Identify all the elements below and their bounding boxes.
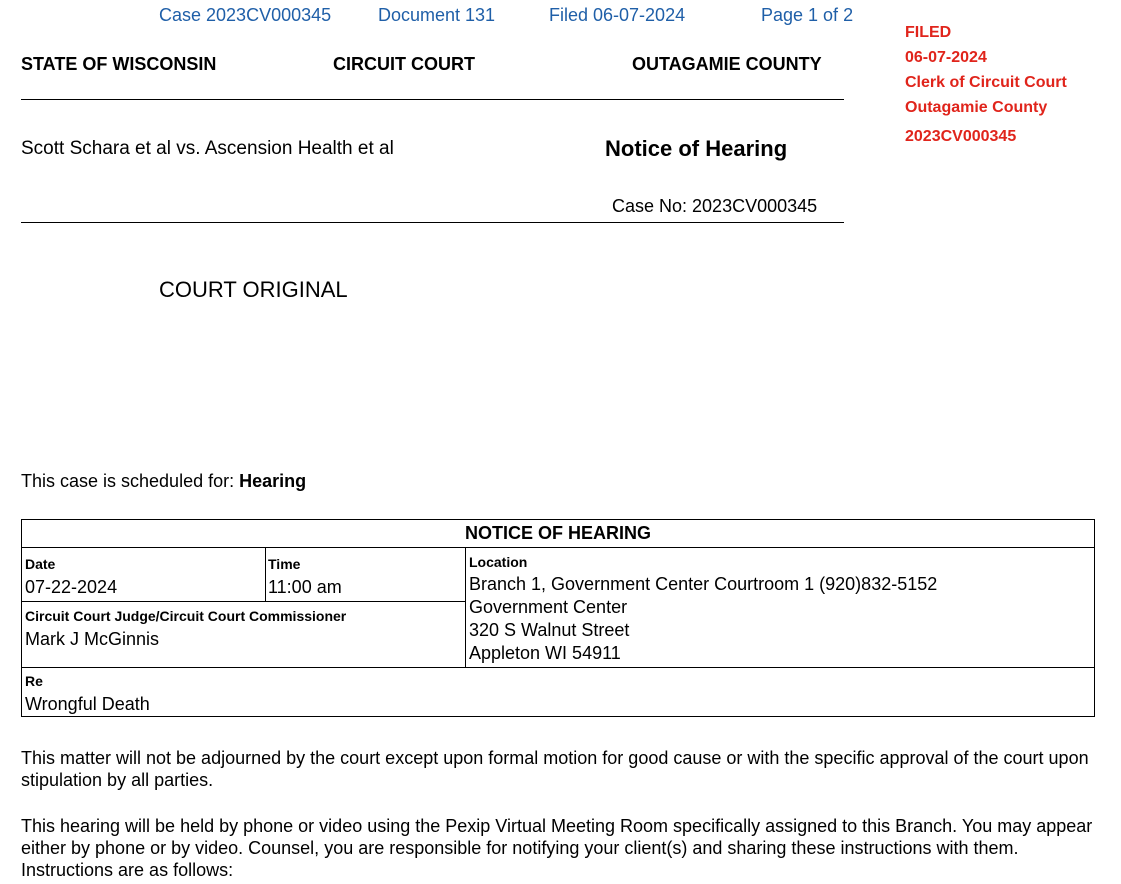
notice-of-hearing-table [21,519,1095,717]
scheduled-prefix: This case is scheduled for: [21,471,240,491]
header-page-number: Page 1 of 2 [761,5,854,25]
stamp-case: 2023CV000345 [905,128,1017,145]
judge-label: Circuit Court Judge/Circuit Court Commissioner [25,608,347,624]
case-number: Case No: 2023CV000345 [612,196,818,216]
col-divider-time [265,547,266,601]
location-line-1: Branch 1, Government Center Courtroom 1 (920)832-5152 [469,574,938,594]
document-title: Notice of Hearing [605,136,788,161]
stamp-clerk: Clerk of Circuit Court [905,74,1067,91]
caption-state: STATE OF WISCONSIN [21,54,217,74]
location-label: Location [469,554,528,570]
date-value: 07-22-2024 [25,577,118,597]
court-original-label: COURT ORIGINAL [159,277,348,302]
stamp-county: Outagamie County [905,99,1048,116]
location-line-2: Government Center [469,597,628,617]
caption-divider-top [21,99,844,100]
row-divider-judge [22,601,465,602]
scheduled-type: Hearing [239,471,307,491]
judge-value: Mark J McGinnis [25,629,160,649]
caption-court: CIRCUIT COURT [333,54,475,74]
location-line-4: Appleton WI 54911 [469,643,621,663]
caption-county: OUTAGAMIE COUNTY [632,54,822,74]
location-line-3: 320 S Walnut Street [469,620,630,640]
scheduled-line [21,471,306,492]
header-document-number: Document 131 [378,5,496,25]
virtual-hearing-paragraph: This hearing will be held by phone or video using the Pexip Virtual Meeting Room specifically assigned to this Branch. You may appear either by phone or by video. Counsel, you are responsible for notifying your client(s) and sharing these instructions with them. Instructions are as follows: [21,816,1093,880]
row-divider-re [22,667,1094,668]
adjournment-paragraph: This matter will not be adjourned by the court except upon formal motion for good cause or with the specific approval of the court upon stipulation by all parties. [21,748,1089,790]
re-value: Wrongful Death [25,694,150,714]
notice-table-title: NOTICE OF HEARING [464,523,651,543]
caption-divider-bottom [21,222,844,223]
stamp-date: 06-07-2024 [905,49,987,66]
header-filed-date: Filed 06-07-2024 [549,5,686,25]
caption-parties: Scott Schara et al vs. Ascension Health et al [21,138,394,159]
time-label: Time [268,556,301,572]
time-value: 11:00 am [268,577,342,597]
header-case-number: Case 2023CV000345 [159,5,332,25]
row-divider-title [22,547,1094,548]
date-label: Date [25,556,56,572]
re-label: Re [25,673,43,689]
col-divider-location [465,547,466,667]
stamp-filed: FILED [905,24,952,41]
